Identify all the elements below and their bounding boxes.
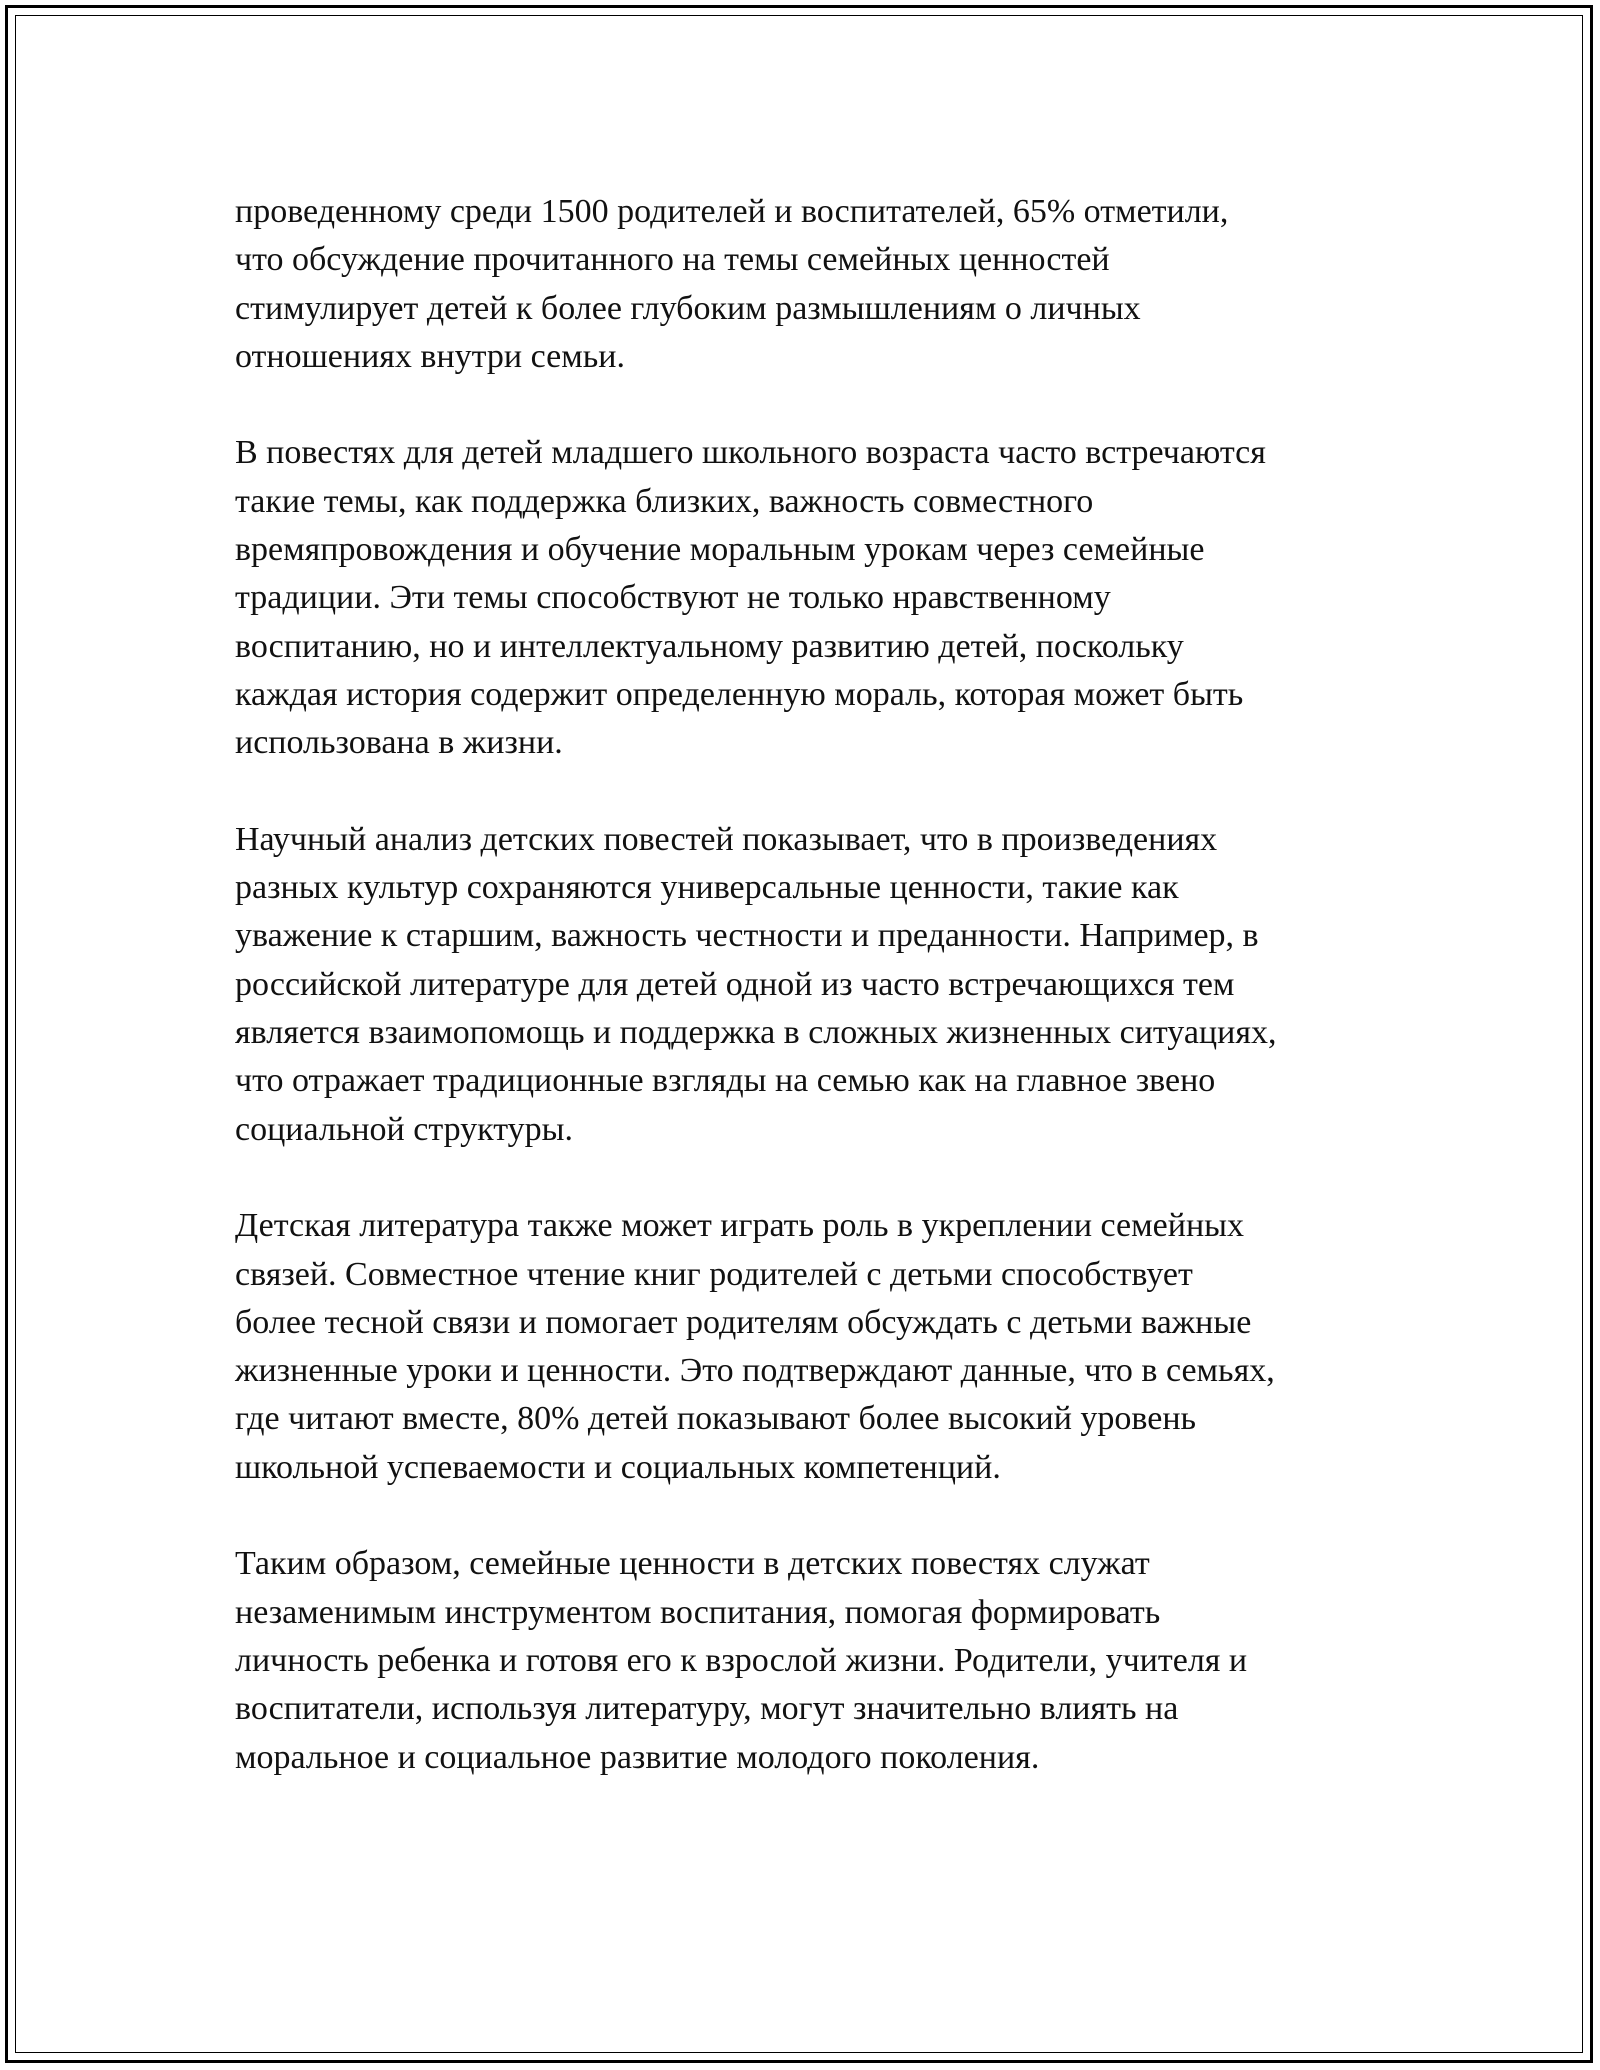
- text-line: незаменимым инструментом воспитания, помогая формировать: [235, 1593, 1161, 1631]
- text-line: времяпровождения и обучение моральным урокам через семейные: [235, 531, 1205, 569]
- text-line: стимулирует детей к более глубоким размышлениям о личных: [235, 289, 1141, 327]
- text-line: моральное и социальное развитие молодого поколения.: [235, 1738, 1040, 1776]
- text-line: школьной успеваемости и социальных компетенций.: [235, 1448, 1001, 1486]
- text-line: жизненные уроки и ценности. Это подтверждают данные, что в семьях,: [235, 1352, 1275, 1390]
- text-line: личность ребенка и готовя его к взрослой жизни. Родители, учителя и: [235, 1641, 1248, 1679]
- text-line: более тесной связи и помогает родителям обсуждать с детьми важные: [235, 1303, 1252, 1341]
- text-line: традиции. Эти темы способствуют не только нравственному: [235, 579, 1111, 617]
- text-line: Детская литература также может играть роль в укреплении семейных: [235, 1207, 1244, 1245]
- text-line: что отражает традиционные взгляды на семью как на главное звено: [235, 1062, 1216, 1100]
- paragraph-4: [235, 1202, 1395, 1492]
- text-line: воспитатели, используя литературу, могут значительно влиять на: [235, 1690, 1179, 1728]
- text-line: воспитанию, но и интеллектуальному развитию детей, поскольку: [235, 627, 1184, 665]
- text-line: уважение к старшим, важность честности и преданности. Например, в: [235, 917, 1259, 955]
- text-line: где читают вместе, 80% детей показывают более высокий уровень: [235, 1400, 1197, 1438]
- document-body: [235, 188, 1395, 1830]
- text-line: отношениях внутри семьи.: [235, 337, 625, 375]
- text-line: что обсуждение прочитанного на темы семейных ценностей: [235, 241, 1110, 279]
- text-line: является взаимопомощь и поддержка в сложных жизненных ситуациях,: [235, 1014, 1277, 1052]
- paragraph-3: [235, 816, 1395, 1154]
- text-line: разных культур сохраняются универсальные ценности, такие как: [235, 869, 1179, 907]
- text-line: В повестях для детей младшего школьного возраста часто встречаются: [235, 434, 1266, 472]
- paragraph-1: [235, 188, 1395, 381]
- text-line: связей. Совместное чтение книг родителей с детьми способствует: [235, 1255, 1193, 1293]
- text-line: такие темы, как поддержка близких, важность совместного: [235, 482, 1094, 520]
- text-line: российской литературе для детей одной из часто встречающихся тем: [235, 965, 1235, 1003]
- text-line: проведенному среди 1500 родителей и воспитателей, 65% отметили,: [235, 193, 1229, 230]
- paragraph-2: [235, 429, 1395, 767]
- text-line: Таким образом, семейные ценности в детских повестях служат: [235, 1545, 1150, 1583]
- text-line: социальной структуры.: [235, 1110, 573, 1148]
- text-line: использована в жизни.: [235, 724, 563, 762]
- text-line: каждая история содержит определенную мораль, которая может быть: [235, 675, 1244, 713]
- text-line: Научный анализ детских повестей показывает, что в произведениях: [235, 820, 1218, 858]
- paragraph-5: [235, 1540, 1395, 1781]
